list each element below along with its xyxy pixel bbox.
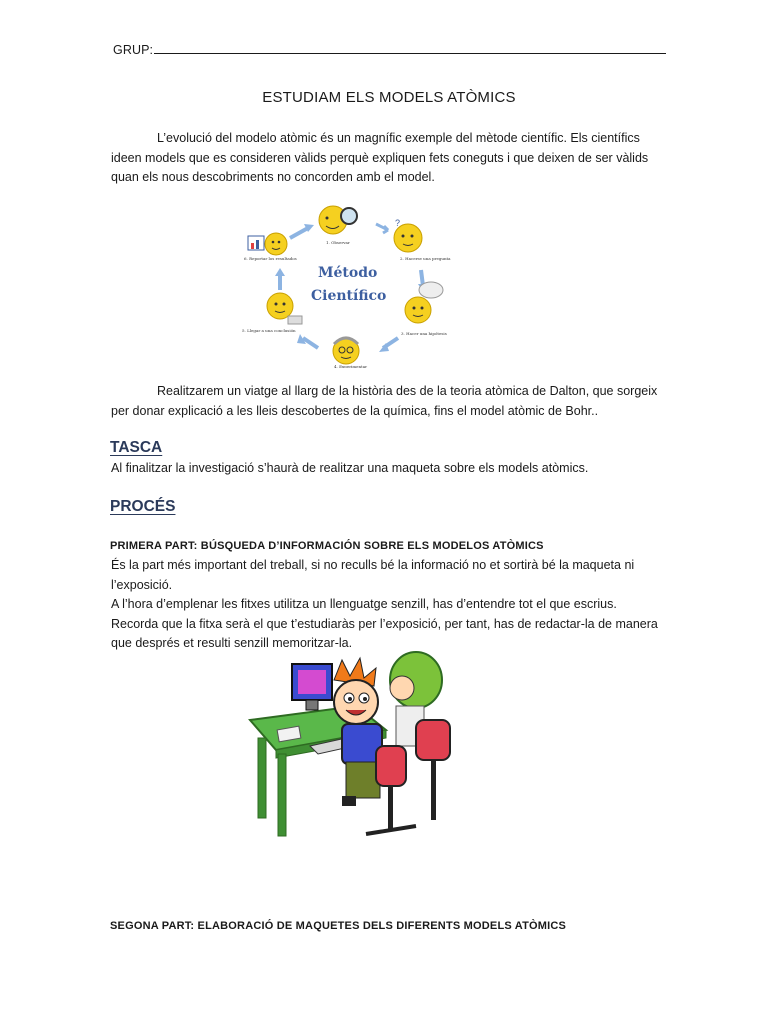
grup-blank-line: [154, 43, 666, 54]
step-label-4: 4. Experimentar: [334, 364, 368, 368]
kids-computer-illustration: [246, 650, 466, 845]
grup-field: [113, 43, 666, 57]
smiley-experiment: [333, 338, 359, 364]
svg-text:?: ?: [395, 218, 401, 228]
intro-paragraph: [111, 129, 666, 188]
step-label-6: 6. Reportar los resultados: [244, 256, 297, 261]
step-label-2: 2. Hacerse una pregunta: [400, 256, 451, 261]
intro-text: L’evolució del modelo atòmic és un magnífic exemple del mètode científic. Els científics ideen models que es consideren vàlids perquè expliquen fets coneguts i que deixen de ser vàlids quan els nous descobriments no concorden amb el model.: [111, 131, 649, 184]
step-label-5: 5. Llegar a una conclusión: [242, 328, 296, 333]
journey-text: Realitzarem un viatge al llarg de la història des de la teoria atòmica de Dalton, que sorgeix per donar explicació a les lleis descobertes de la química, fins el model atòmic de Bohr..: [111, 384, 658, 418]
step-label-1: 1. Observar: [326, 240, 350, 245]
page-title: ESTUDIAM ELS MODELS ATÒMICS: [262, 89, 516, 106]
tasca-heading: TASCA: [110, 439, 163, 456]
scientific-method-diagram: [238, 198, 468, 368]
part1-line-1: És la part més important del treball, si no reculls bé la informació no et sortirà bé la maqueta ni l’exposició.: [111, 558, 635, 592]
part1-line-3: Recorda que la fitxa serà el que t’estudiaràs per l’exposició, per tant, has de redactar-la de manera que després et resulti senzill memoritzar-la.: [111, 616, 658, 650]
step-label-3: 3. Hacer una hipótesis: [401, 331, 447, 336]
proces-heading: PROCÉS: [110, 498, 176, 515]
journey-paragraph: [111, 382, 666, 421]
part1-title: PRIMERA PART: BÚSQUEDA D’INFORMACIÓN SOBRE ELS MODELOS ATÒMICS: [110, 540, 544, 552]
tasca-text: Al finalitzar la investigació s’haurà de realitzar una maqueta sobre els models atòmics.: [111, 461, 589, 475]
diagram-title-2: Científico: [311, 288, 387, 304]
part1-body: [111, 556, 666, 654]
diagram-title-1: Método: [318, 265, 378, 281]
grup-label: GRUP:: [113, 43, 154, 57]
part2-title: SEGONA PART: ELABORACIÓ DE MAQUETES DELS DIFERENTS MODELS ATÒMICS: [110, 920, 567, 932]
part1-line-2: A l’hora d’emplenar les fitxes utilitza un llenguatge senzill, has d’entendre tot el que escrius.: [111, 597, 617, 611]
